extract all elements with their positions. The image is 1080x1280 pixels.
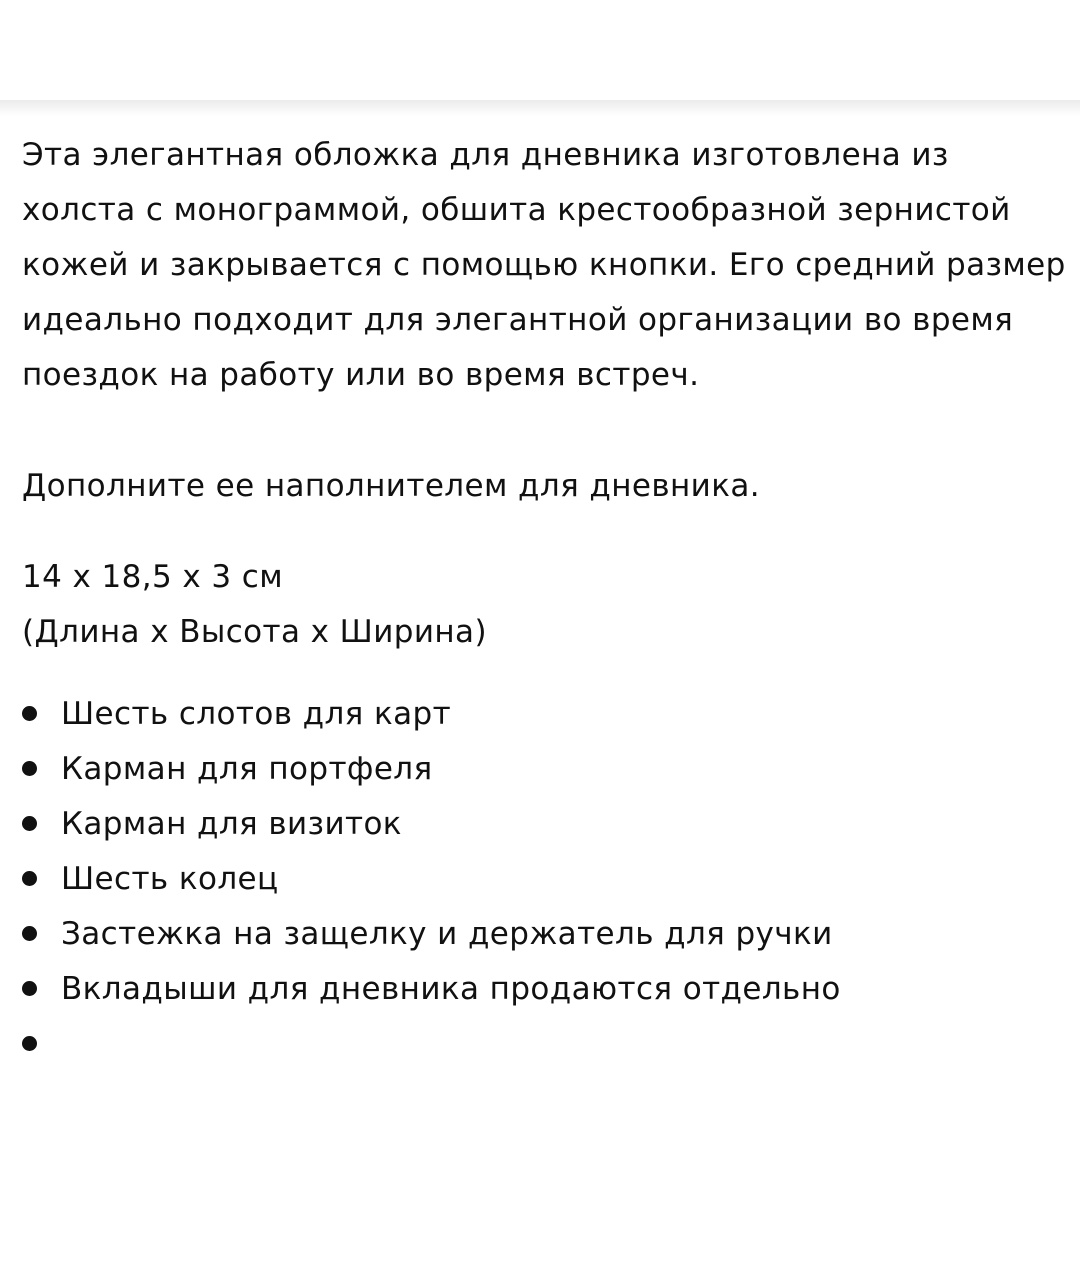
list-item (22, 962, 1067, 1017)
spacer (22, 403, 1067, 459)
spacer (22, 514, 1067, 550)
list-item (22, 687, 1067, 742)
bullet-icon (22, 981, 37, 996)
list-item (22, 852, 1067, 907)
bullet-icon (22, 816, 37, 831)
complement-paragraph: Дополните ее наполнителем для дневника. (22, 468, 760, 504)
dimensions-value: 14 x 18,5 x 3 см (22, 559, 283, 595)
description-paragraph: Эта элегантная обложка для дневника изготовлена из холста с монограммой, обшита крестообразной зернистой кожей и закрывается с помощью кнопки. Его средний размер идеально подходит для элегантной организации во время поездок на работу или во время встреч. (22, 137, 1066, 393)
bullet-icon (22, 706, 37, 721)
product-description (22, 128, 1067, 1072)
list-item (22, 907, 1067, 962)
bullet-icon (22, 926, 37, 941)
feature-text: Карман для портфеля (61, 751, 433, 787)
feature-text: Шесть колец (61, 861, 279, 897)
bullet-icon (22, 761, 37, 776)
feature-text: Застежка на защелку и держатель для ручки (61, 916, 833, 952)
list-item (22, 797, 1067, 852)
feature-text: Карман для визиток (61, 806, 402, 842)
feature-text: Вкладыши для дневника продаются отдельно (61, 971, 841, 1007)
features-list (22, 687, 1067, 1072)
dimensions-legend: (Длина x Высота x Ширина) (22, 614, 487, 650)
feature-text: Шесть слотов для карт (61, 696, 452, 732)
list-item (22, 742, 1067, 797)
bullet-icon (22, 1036, 37, 1051)
header-divider-shadow (0, 100, 1080, 116)
bullet-icon (22, 871, 37, 886)
list-item (22, 1017, 1067, 1072)
